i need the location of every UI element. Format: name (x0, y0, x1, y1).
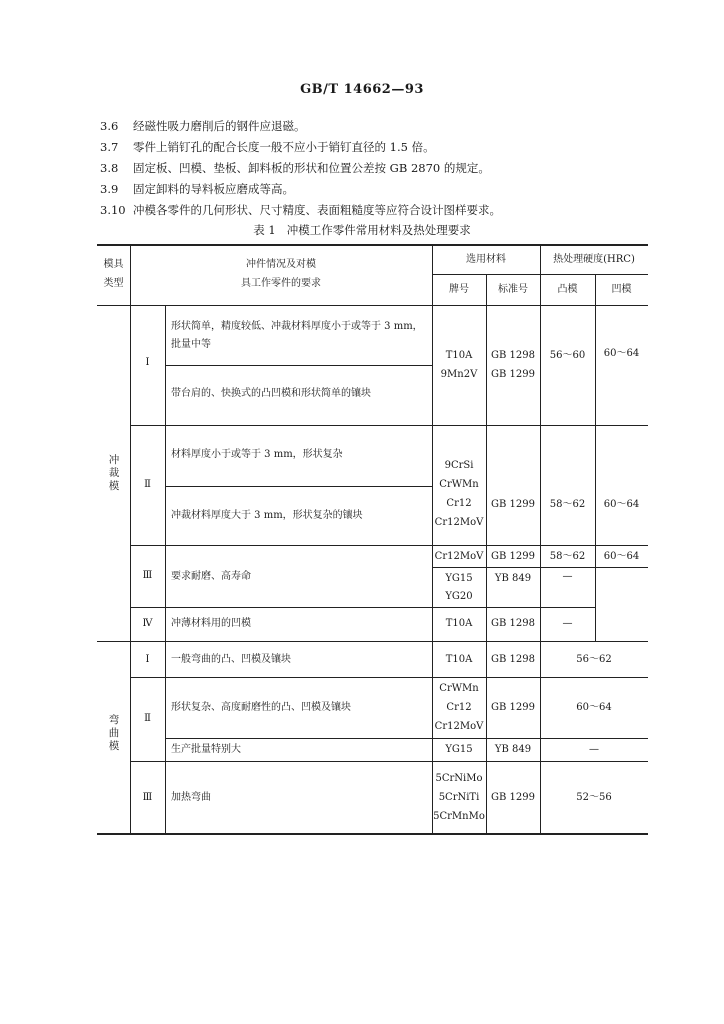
clause-text: 经磁性吸力磨削后的钢件应退磁。 (133, 119, 306, 133)
requirement-cell: 材料厚度小于或等于 3 mm，形状复杂 (171, 449, 343, 460)
punch-hrc-cell: — (562, 571, 573, 582)
col-divider (165, 305, 166, 833)
table-caption-title: 冲模工作零件常用材料及热处理要求 (286, 223, 471, 237)
clause-3-8 (100, 160, 490, 176)
std-cell: GB 1298 (491, 654, 535, 665)
clause-number: 3.8 (100, 161, 119, 175)
requirement-cell: 带台肩的、快换式的凸凹模和形状简单的镶块 (171, 388, 371, 399)
requirement-cell: 冲薄材料用的凹模 (171, 618, 251, 629)
clause-3-7 (100, 139, 435, 155)
grade-cell: Cr12 (446, 702, 472, 713)
col-divider (595, 274, 596, 641)
requirement-cell: 一般弯曲的凸、凹模及镶块 (171, 654, 291, 665)
index-cell: Ⅱ (144, 479, 151, 490)
type-blanking: 冲裁模 (108, 454, 120, 492)
std-cell: YB 849 (494, 744, 532, 755)
std-cell: GB 1299 (491, 702, 535, 713)
punch-hrc-cell: — (562, 618, 573, 629)
page-header: GB/T 14662—93 (300, 82, 424, 97)
clause-3-6 (100, 118, 306, 134)
std-cell: GB 1299 (491, 499, 535, 510)
requirement-cell: 加热弯曲 (171, 792, 211, 803)
grade-cell: Cr12MoV (434, 517, 484, 528)
header-type-1: 模具 (103, 259, 124, 270)
grade-cell: T10A (445, 618, 473, 629)
grade-cell: Cr12 (446, 498, 472, 509)
grade-cell: 9Mn2V (440, 369, 478, 380)
clause-3-9 (100, 181, 294, 197)
row-divider (130, 761, 648, 762)
clause-number: 3.6 (100, 119, 119, 133)
std-cell: GB 1299 (491, 551, 535, 562)
clause-3-10 (100, 202, 501, 218)
row-divider (165, 365, 432, 366)
requirement-cell: 要求耐磨、高寿命 (171, 571, 251, 582)
grade-cell: Cr12MoV (434, 721, 484, 732)
clause-number: 3.10 (100, 203, 126, 217)
grade-cell: 5CrMnMo (433, 811, 485, 822)
header-req-1: 冲件情况及对模 (246, 259, 316, 270)
row-divider (130, 425, 648, 426)
grade-cell: 9CrSi (444, 460, 474, 471)
header-req-2: 具工作零件的要求 (241, 278, 321, 289)
header-std: 标准号 (498, 284, 528, 295)
std-cell: GB 1298 (491, 350, 535, 361)
clause-number: 3.7 (100, 140, 119, 154)
table-top-rule (97, 244, 648, 246)
grade-cell: YG20 (445, 591, 473, 602)
grade-cell: CrWMn (439, 479, 479, 490)
grade-cell: T10A (445, 350, 473, 361)
requirement-cell: 生产批量特别大 (171, 744, 241, 755)
header-punch: 凸模 (557, 284, 578, 295)
clause-text: 零件上销钉孔的配合长度一般不应小于销钉直径的 1.5 倍。 (133, 140, 435, 154)
requirement-cell: 形状复杂、高度耐磨性的凸、凹模及镶块 (171, 702, 351, 713)
punch-hrc-cell: 58～62 (549, 499, 586, 510)
std-cell: GB 1299 (491, 369, 535, 380)
clause-text: 冲模各零件的几何形状、尺寸精度、表面粗糙度等应符合设计图样要求。 (133, 203, 501, 217)
die-hrc-cell: 60～64 (603, 551, 640, 562)
punch-hrc-cell: 58～62 (549, 551, 586, 562)
table-caption-number: 表 1 (253, 223, 276, 237)
hrc-cell: — (589, 744, 599, 755)
requirement-cell: 批量中等 (171, 339, 211, 350)
index-cell: Ⅲ (142, 570, 153, 581)
header-type-2: 类型 (103, 278, 124, 289)
clause-text: 固定卸料的导料板应磨成等高。 (133, 182, 294, 196)
grade-cell: T10A (445, 654, 473, 665)
grade-cell: 5CrNiMo (435, 773, 483, 784)
hrc-cell: 60～64 (576, 702, 612, 713)
header-materials: 选用材料 (466, 254, 506, 265)
index-cell: Ⅰ (145, 357, 150, 368)
grade-cell: YG15 (445, 573, 473, 584)
index-cell: Ⅰ (145, 654, 150, 665)
die-hrc-cell: 60～64 (603, 348, 640, 359)
header-die: 凹模 (611, 284, 632, 295)
hrc-cell: 52～56 (576, 792, 612, 803)
requirement-cell: 形状简单，精度较低、冲裁材料厚度小于或等于 3 mm， (171, 321, 423, 332)
header-bottom-rule (97, 305, 648, 306)
std-cell: YB 849 (494, 573, 532, 584)
clause-text: 固定板、凹模、垫板、卸料板的形状和位置公差按 GB 2870 的规定。 (133, 161, 490, 175)
table-caption (0, 222, 724, 238)
section-rule (97, 641, 648, 642)
die-hrc-cell: 60～64 (603, 499, 640, 510)
index-cell: Ⅱ (144, 713, 151, 724)
index-cell: Ⅳ (142, 618, 153, 629)
col-divider (130, 245, 131, 833)
index-cell: Ⅲ (142, 792, 153, 803)
grade-cell: CrWMn (439, 683, 479, 694)
grade-cell: 5CrNiTi (438, 792, 480, 803)
type-bending: 弯曲模 (108, 714, 120, 752)
row-divider (165, 486, 432, 487)
grade-cell: Cr12MoV (434, 551, 484, 562)
std-cell: GB 1299 (491, 792, 535, 803)
row-divider (130, 677, 648, 678)
header-grade: 牌号 (449, 284, 469, 295)
table-bottom-rule (97, 833, 648, 835)
requirement-cell: 冲裁材料厚度大于 3 mm，形状复杂的镶块 (171, 510, 363, 521)
grade-cell: YG15 (445, 744, 473, 755)
std-cell: GB 1298 (491, 618, 535, 629)
hrc-cell: 56～62 (576, 654, 612, 665)
clause-number: 3.9 (100, 182, 119, 196)
punch-hrc-cell: 56～60 (549, 350, 586, 361)
header-heat: 热处理硬度(HRC) (553, 254, 635, 265)
row-divider (130, 607, 595, 608)
